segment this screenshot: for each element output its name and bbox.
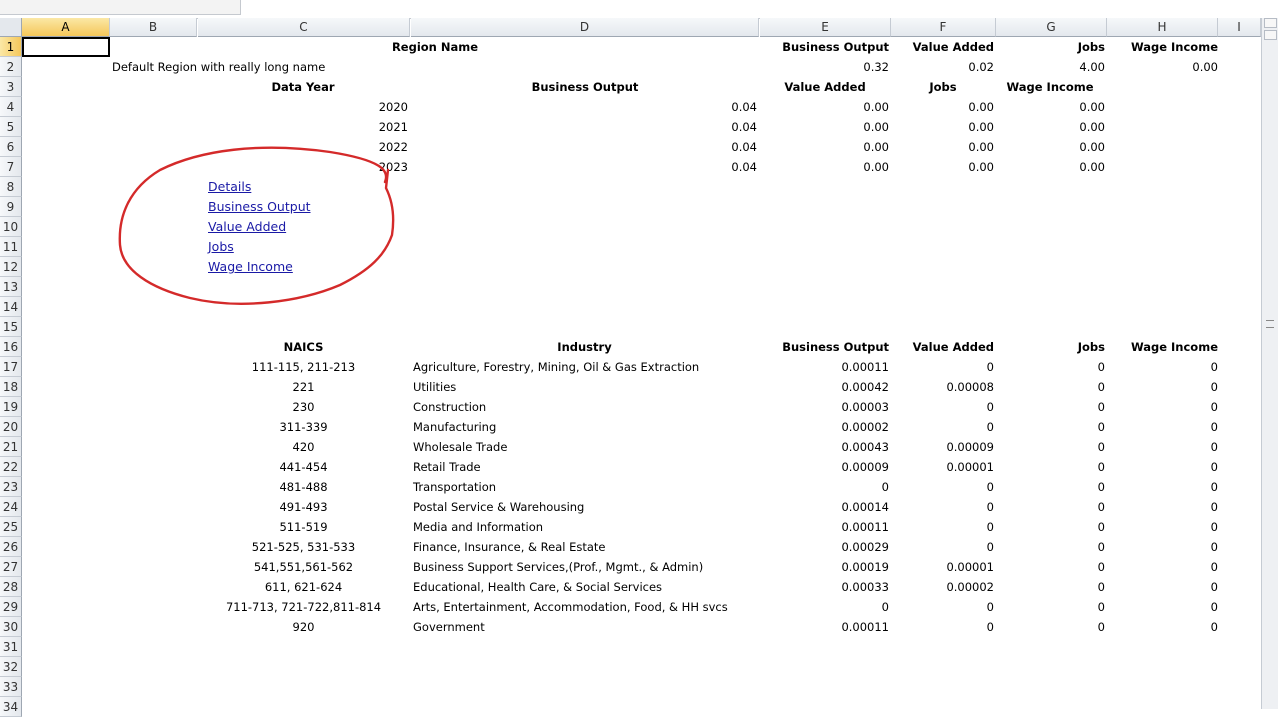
industry-business-output[interactable]: 0.00002 — [841, 420, 889, 434]
row-header-12[interactable]: 12 — [0, 257, 22, 277]
industry-wage-income[interactable]: 0 — [1210, 440, 1218, 454]
row-header-13[interactable]: 13 — [0, 277, 22, 297]
industry-cell[interactable]: Retail Trade — [413, 460, 481, 474]
year-jobs-header: Jobs — [929, 80, 957, 94]
row-header-19[interactable]: 19 — [0, 397, 22, 417]
industry-value-added[interactable]: 0 — [986, 360, 994, 374]
industry-wage-income[interactable]: 0 — [1210, 560, 1218, 574]
row-header-9[interactable]: 9 — [0, 197, 22, 217]
year-value-added[interactable]: 0.00 — [863, 140, 889, 154]
industry-cell[interactable]: Finance, Insurance, & Real Estate — [413, 540, 606, 554]
naics-cell[interactable]: 711-713, 721-722,811-814 — [225, 600, 382, 614]
region-jobs[interactable]: 4.00 — [1079, 60, 1105, 74]
industry-wage-income[interactable]: 0 — [1210, 620, 1218, 634]
wage-income-link[interactable]: Wage Income — [208, 259, 293, 274]
year-business-output[interactable]: 0.04 — [731, 120, 757, 134]
industry-cell[interactable]: Transportation — [413, 480, 497, 494]
industry-jobs[interactable]: 0 — [1097, 560, 1105, 574]
industry-value-added[interactable]: 0.00009 — [946, 440, 994, 454]
industry-business-output[interactable]: 0.00011 — [841, 620, 889, 634]
industry-value-added[interactable]: 0 — [986, 480, 994, 494]
industry-value-added[interactable]: 0 — [986, 520, 994, 534]
data-year-header: Data Year — [271, 80, 335, 94]
naics-cell[interactable]: 611, 621-624 — [264, 580, 343, 594]
year-cell[interactable]: 2023 — [378, 160, 408, 174]
naics-cell[interactable]: 420 — [292, 440, 315, 454]
industry-cell[interactable]: Agriculture, Forestry, Mining, Oil & Gas Extraction — [413, 360, 700, 374]
industry-wage-income[interactable]: 0 — [1210, 460, 1218, 474]
industry-value-added[interactable]: 0 — [986, 620, 994, 634]
industry-business-output-header: Business Output — [782, 340, 889, 354]
industry-jobs[interactable]: 0 — [1097, 540, 1105, 554]
row-header-2[interactable]: 2 — [0, 57, 22, 77]
industry-wage-income[interactable]: 0 — [1210, 500, 1218, 514]
industry-jobs[interactable]: 0 — [1097, 460, 1105, 474]
row-header-11[interactable]: 11 — [0, 237, 22, 257]
column-header-b[interactable]: B — [110, 18, 197, 37]
naics-cell[interactable]: 441-454 — [279, 460, 328, 474]
year-jobs[interactable]: 0.00 — [968, 140, 994, 154]
row-header-32[interactable]: 32 — [0, 657, 22, 677]
column-header-a[interactable]: A — [22, 18, 110, 37]
value-added-header: Value Added — [912, 40, 994, 54]
industry-business-output[interactable]: 0.00019 — [841, 560, 889, 574]
column-header-h[interactable]: H — [1107, 18, 1218, 37]
column-header-f[interactable]: F — [891, 18, 996, 37]
row-header-33[interactable]: 33 — [0, 677, 22, 697]
industry-value-added-header: Value Added — [912, 340, 994, 354]
row-header-8[interactable]: 8 — [0, 177, 22, 197]
industry-cell[interactable]: Government — [413, 620, 485, 634]
industry-jobs[interactable]: 0 — [1097, 480, 1105, 494]
naics-cell[interactable]: 541,551,561-562 — [253, 560, 354, 574]
row-header-27[interactable]: 27 — [0, 557, 22, 577]
year-business-output[interactable]: 0.04 — [731, 160, 757, 174]
industry-wage-income[interactable]: 0 — [1210, 400, 1218, 414]
row-header-29[interactable]: 29 — [0, 597, 22, 617]
industry-business-output[interactable]: 0.00033 — [841, 580, 889, 594]
year-wage-income[interactable]: 0.00 — [1079, 140, 1105, 154]
region-name-header: Region Name — [391, 40, 479, 54]
industry-value-added[interactable]: 0 — [986, 600, 994, 614]
industry-business-output[interactable]: 0.00011 — [841, 360, 889, 374]
column-header-e[interactable]: E — [760, 18, 891, 37]
industry-value-added[interactable]: 0 — [986, 400, 994, 414]
year-wage-income[interactable]: 0.00 — [1079, 120, 1105, 134]
industry-jobs[interactable]: 0 — [1097, 520, 1105, 534]
year-business-output[interactable]: 0.04 — [731, 100, 757, 114]
industry-cell[interactable]: Media and Information — [413, 520, 544, 534]
industry-business-output[interactable]: 0 — [881, 600, 889, 614]
column-header-d[interactable]: D — [411, 18, 759, 37]
row-header-28[interactable]: 28 — [0, 577, 22, 597]
region-value-added[interactable]: 0.02 — [968, 60, 994, 74]
industry-jobs[interactable]: 0 — [1097, 580, 1105, 594]
industry-business-output[interactable]: 0.00003 — [841, 400, 889, 414]
industry-value-added[interactable]: 0.00001 — [946, 460, 994, 474]
business-output-header: Business Output — [782, 40, 889, 54]
formula-bar[interactable] — [0, 0, 1278, 19]
year-wage-income-header: Wage Income — [1006, 80, 1094, 94]
year-cell[interactable]: 2020 — [378, 100, 408, 114]
industry-business-output[interactable]: 0.00043 — [841, 440, 889, 454]
industry-value-added[interactable]: 0 — [986, 540, 994, 554]
active-cell-a1[interactable] — [22, 37, 110, 57]
row-header-5[interactable]: 5 — [0, 117, 22, 137]
industry-business-output[interactable]: 0.00011 — [841, 520, 889, 534]
industry-business-output[interactable]: 0.00042 — [841, 380, 889, 394]
industry-jobs-header: Jobs — [1077, 340, 1105, 354]
row-header-22[interactable]: 22 — [0, 457, 22, 477]
jobs-header: Jobs — [1077, 40, 1105, 54]
year-value-added-header: Value Added — [784, 80, 866, 94]
industry-cell[interactable]: Utilities — [413, 380, 457, 394]
industry-jobs[interactable]: 0 — [1097, 380, 1105, 394]
row-header-24[interactable]: 24 — [0, 497, 22, 517]
industry-wage-income-header: Wage Income — [1130, 340, 1218, 354]
naics-cell[interactable]: 920 — [292, 620, 315, 634]
year-business-output-header: Business Output — [531, 80, 639, 94]
year-value-added[interactable]: 0.00 — [863, 120, 889, 134]
industry-business-output[interactable]: 0 — [881, 480, 889, 494]
industry-cell[interactable]: Manufacturing — [413, 420, 497, 434]
industry-jobs[interactable]: 0 — [1097, 600, 1105, 614]
industry-value-added[interactable]: 0 — [986, 420, 994, 434]
industry-wage-income[interactable]: 0 — [1210, 480, 1218, 494]
industry-wage-income[interactable]: 0 — [1210, 520, 1218, 534]
industry-cell[interactable]: Educational, Health Care, & Social Services — [413, 580, 663, 594]
scroll-thumb-grip[interactable] — [1266, 320, 1274, 328]
row-header-15[interactable]: 15 — [0, 317, 22, 337]
naics-header: NAICS — [283, 340, 324, 354]
row-header-17[interactable]: 17 — [0, 357, 22, 377]
industry-business-output[interactable]: 0.00029 — [841, 540, 889, 554]
industry-cell[interactable]: Construction — [413, 400, 487, 414]
naics-cell[interactable]: 481-488 — [279, 480, 328, 494]
naics-cell[interactable]: 491-493 — [279, 500, 328, 514]
business-output-link[interactable]: Business Output — [208, 199, 311, 214]
industry-jobs[interactable]: 0 — [1097, 440, 1105, 454]
industry-value-added[interactable]: 0.00002 — [946, 580, 994, 594]
year-jobs[interactable]: 0.00 — [968, 120, 994, 134]
column-header-g[interactable]: G — [996, 18, 1107, 37]
column-header-i[interactable]: I — [1218, 18, 1261, 37]
naics-cell[interactable]: 221 — [292, 380, 315, 394]
industry-cell[interactable]: Wholesale Trade — [413, 440, 508, 454]
region-wage-income[interactable]: 0.00 — [1192, 60, 1218, 74]
year-cell[interactable]: 2022 — [378, 140, 408, 154]
industry-jobs[interactable]: 0 — [1097, 620, 1105, 634]
row-header-21[interactable]: 21 — [0, 437, 22, 457]
industry-cell[interactable]: Arts, Entertainment, Accommodation, Food, & HH svcs — [413, 600, 728, 614]
naics-cell[interactable]: 521-525, 531-533 — [251, 540, 356, 554]
year-jobs[interactable]: 0.00 — [968, 160, 994, 174]
value-added-link[interactable]: Value Added — [208, 219, 287, 234]
row-header-23[interactable]: 23 — [0, 477, 22, 497]
scroll-split-button[interactable] — [1264, 18, 1277, 28]
row-header-31[interactable]: 31 — [0, 637, 22, 657]
industry-value-added[interactable]: 0.00001 — [946, 560, 994, 574]
row-header-34[interactable]: 34 — [0, 697, 22, 717]
year-value-added[interactable]: 0.00 — [863, 160, 889, 174]
column-header-c[interactable]: C — [198, 18, 410, 37]
industry-wage-income[interactable]: 0 — [1210, 600, 1218, 614]
industry-jobs[interactable]: 0 — [1097, 500, 1105, 514]
industry-business-output[interactable]: 0.00014 — [841, 500, 889, 514]
industry-business-output[interactable]: 0.00009 — [841, 460, 889, 474]
wage-income-header: Wage Income — [1130, 40, 1218, 54]
industry-jobs[interactable]: 0 — [1097, 360, 1105, 374]
row-header-18[interactable]: 18 — [0, 377, 22, 397]
year-wage-income[interactable]: 0.00 — [1079, 100, 1105, 114]
region-business-output[interactable]: 0.32 — [863, 60, 889, 74]
jobs-link[interactable]: Jobs — [208, 239, 234, 254]
region-name-cell[interactable]: Default Region with really long name — [112, 60, 326, 74]
industry-wage-income[interactable]: 0 — [1210, 580, 1218, 594]
industry-jobs[interactable]: 0 — [1097, 400, 1105, 414]
naics-cell[interactable]: 311-339 — [279, 420, 328, 434]
industry-value-added[interactable]: 0.00008 — [946, 380, 994, 394]
details-link[interactable]: Details — [208, 179, 252, 194]
vertical-scrollbar[interactable] — [1261, 18, 1278, 709]
industry-jobs[interactable]: 0 — [1097, 420, 1105, 434]
select-all-corner[interactable] — [0, 18, 22, 37]
row-header-26[interactable]: 26 — [0, 537, 22, 557]
industry-wage-income[interactable]: 0 — [1210, 380, 1218, 394]
row-header-30[interactable]: 30 — [0, 617, 22, 637]
row-header-3[interactable]: 3 — [0, 77, 22, 97]
year-cell[interactable]: 2021 — [378, 120, 408, 134]
year-jobs[interactable]: 0.00 — [968, 100, 994, 114]
row-header-7[interactable]: 7 — [0, 157, 22, 177]
naics-cell[interactable]: 230 — [292, 400, 315, 414]
row-header-16[interactable]: 16 — [0, 337, 22, 357]
row-header-10[interactable]: 10 — [0, 217, 22, 237]
industry-cell[interactable]: Business Support Services,(Prof., Mgmt., & Admin) — [413, 560, 704, 574]
row-header-25[interactable]: 25 — [0, 517, 22, 537]
year-wage-income[interactable]: 0.00 — [1079, 160, 1105, 174]
year-value-added[interactable]: 0.00 — [863, 100, 889, 114]
industry-wage-income[interactable]: 0 — [1210, 360, 1218, 374]
naics-cell[interactable]: 511-519 — [279, 520, 328, 534]
industry-cell[interactable]: Postal Service & Warehousing — [413, 500, 585, 514]
name-box[interactable] — [0, 0, 241, 15]
industry-wage-income[interactable]: 0 — [1210, 540, 1218, 554]
row-header-4[interactable]: 4 — [0, 97, 22, 117]
naics-cell[interactable]: 111-115, 211-213 — [251, 360, 356, 374]
scroll-up-button[interactable] — [1264, 30, 1277, 40]
industry-wage-income[interactable]: 0 — [1210, 420, 1218, 434]
row-header-20[interactable]: 20 — [0, 417, 22, 437]
industry-header: Industry — [557, 340, 612, 354]
row-header-14[interactable]: 14 — [0, 297, 22, 317]
year-business-output[interactable]: 0.04 — [731, 140, 757, 154]
industry-value-added[interactable]: 0 — [986, 500, 994, 514]
row-header-1[interactable]: 1 — [0, 37, 22, 57]
row-header-6[interactable]: 6 — [0, 137, 22, 157]
